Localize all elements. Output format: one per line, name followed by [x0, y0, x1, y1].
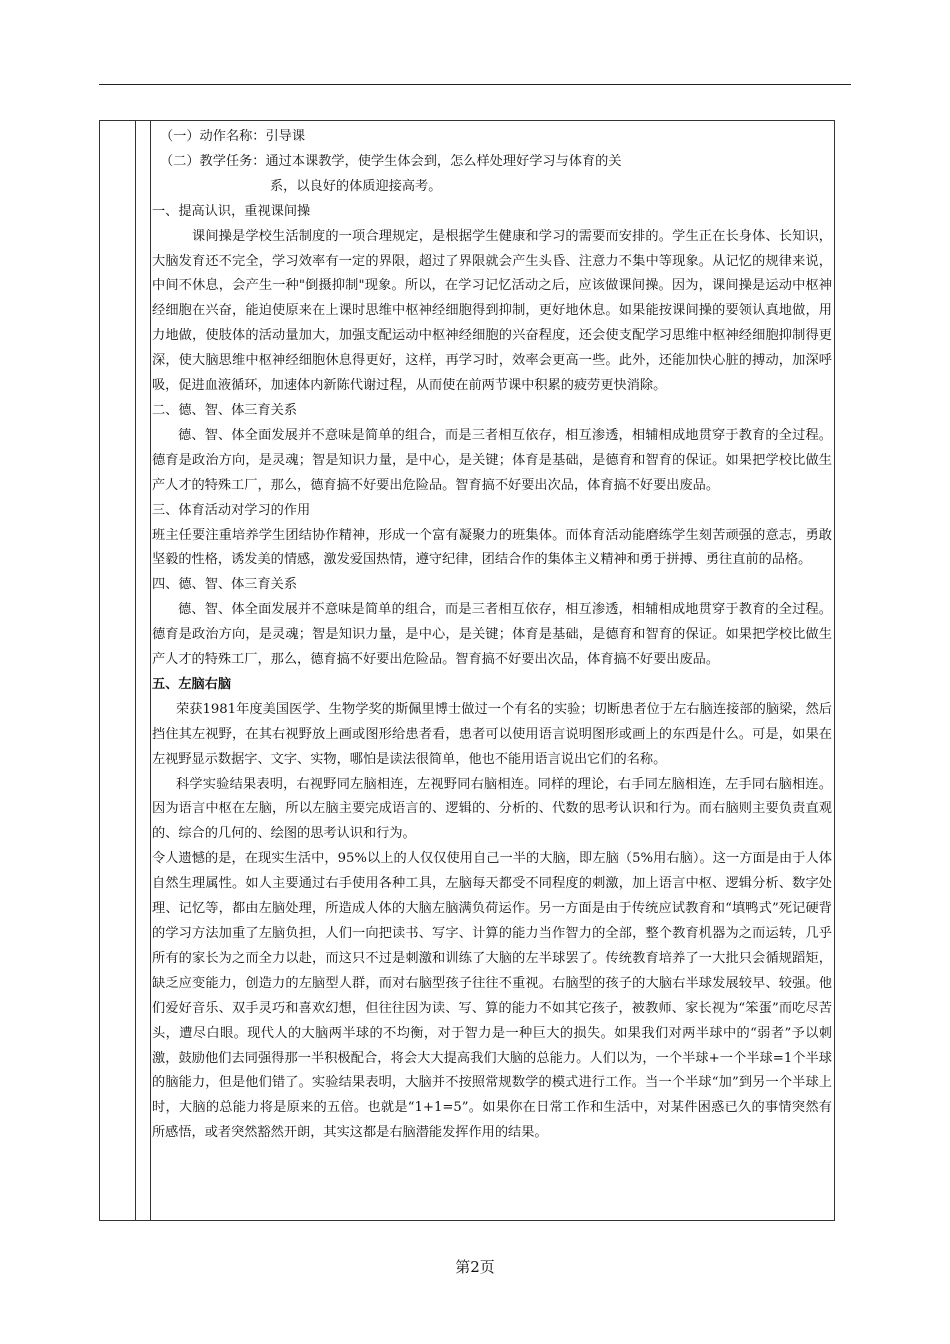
- lesson-content: [152, 125, 832, 1146]
- section-title: 四、德、智、体三育关系: [152, 577, 298, 593]
- section-body: 令人遗憾的是，在现实生活中，95%以上的人仅仅使用自己一半的大脑，即左脑（5%用右脑）。这一方面是由于人体自然生理属性。如人主要通过右手使用各种工具，左脑每天都受不同程度的刺激，加上语言中枢、逻辑分析、数字处理、记忆等，都由左脑处理，所造成人体的大脑左脑满负荷运作。另一方面是由于传统应试教育和“填鸭式”死记硬背的学习方法加重了左脑负担，人们一向把读书、写字、计算的能力当作智力的全部，整个教育机器为之而运转，几乎所有的家长为之而全力以赴，而这只不过是刺激和训练了大脑的左半球罢了。传统教育培养了一大批只会循规蹈矩，缺乏应变能力，创造力的左脑型人群，而对右脑型孩子往往不重视。右脑型的孩子的大脑右半球发展较早、较强。他们爱好音乐、双手灵巧和喜欢幻想，但往往因为读、写、算的能力不如其它孩子，被教师、家长视为“笨蛋”而吃尽苦头，遭尽白眼。现代人的大脑两半球的不均衡，对于智力是一种巨大的损失。如果我们对两半球中的“弱者”予以刺激，鼓励他们去同强得那一半积极配合，将会大大提高我们大脑的总能力。人们以为，一个半球+一个半球=1个半球的脑能力，但是他们错了。实验结果表明，大脑并不按照常规数学的模式进行工作。当一个半球“加”到另一个半球上时，大脑的总能力将是原来的五倍。也就是“1+1=5”。如果你在日常工作和生活中，对某件困惑已久的事情突然有所感悟，或者突然豁然开朗，其实这都是右脑潜能发挥作用的结果。: [152, 851, 832, 1141]
- teaching-task-continued: 系，以良好的体质迎接高考。: [270, 178, 442, 194]
- table-column-divider: [150, 121, 151, 1220]
- section-body: 科学实验结果表明，右视野同左脑相连，左视野同右脑相连。同样的理论，右手同左脑相连，左手同右脑相连。因为语言中枢在左脑，所以左脑主要完成语言的、逻辑的、分析的、代数的思考认识和行为。而右脑则主要负责直观的、综合的几何的、绘图的思考认识和行为。: [152, 776, 832, 842]
- section-title: 二、德、智、体三育关系: [152, 402, 298, 418]
- section-body: 课间操是学校生活制度的一项合理规定，是根据学生健康和学习的需要而安排的。学生正在长身体、长知识，大脑发育还不完全，学习效率有一定的界限，超过了界限就会产生头昏、注意力不集中等现象。从记忆的规律来说，中间不休息，会产生一种"倒摄抑制"现象。所以，在学习记忆活动之后，应该做课间操。因为，课间操是运动中枢神经细胞在兴奋，能迫使原来在上课时思维中枢神经细胞得到抑制，更好地休息。如果能按课间操的要领认真地做，用力地做，使肢体的活动量加大，加强支配运动中枢神经细胞的兴奋程度，还会使支配学习思维中枢神经细胞抑制得更深，使大脑思维中枢神经细胞休息得更好，这样，再学习时，效率会更高一些。此外，还能加快心脏的搏动，加深呼吸，促进血液循环，加速体内新陈代谢过程，从而使在前两节课中积累的疲劳更快消除。: [152, 228, 832, 394]
- section-title: 五、左脑右脑: [152, 676, 232, 692]
- teaching-task: （二）教学任务：通过本课教学，使学生体会到，怎么样处理好学习与体育的关: [160, 153, 622, 169]
- table-column-divider: [135, 121, 136, 1220]
- page-number: 第2页: [455, 1258, 495, 1276]
- section-body: 荣获1981年度美国医学、生物学奖的斯佩里博士做过一个有名的实验；切断患者位于左右脑连接部的脑梁，然后挡住其左视野，在其右视野放上画或图形给患者看，患者可以使用语言说明图形或画上的东西是什么。可是，如果在左视野显示数据字、文字、实物，哪怕是读法很简单，他也不能用语言说出它们的名称。: [152, 701, 832, 767]
- action-name: （一）动作名称：引导课: [160, 129, 306, 144]
- section-title: 三、体育活动对学习的作用: [152, 502, 311, 518]
- lesson-table: [99, 120, 835, 1221]
- section-title: 一、提高认识，重视课间操: [152, 203, 311, 219]
- section-body: 班主任要注重培养学生团结协作精神，形成一个富有凝聚力的班集体。而体育活动能磨练学生刻苦顽强的意志，勇敢坚毅的性格，诱发美的情感，激发爱国热情，遵守纪律，团结合作的集体主义精神和勇于拼搏、勇往直前的品格。: [152, 527, 832, 568]
- section-body: 德、智、体全面发展并不意味是简单的组合，而是三者相互依存，相互渗透，相辅相成地贯穿于教育的全过程。德育是政治方向，是灵魂；智是知识力量，是中心，是关键；体育是基础，是德育和智育的保证。如果把学校比做生产人才的特殊工厂，那么，德育搞不好要出危险品。智育搞不好要出次品，体育搞不好要出废品。: [152, 602, 832, 668]
- section-body: 德、智、体全面发展并不意味是简单的组合，而是三者相互依存，相互渗透，相辅相成地贯穿于教育的全过程。德育是政治方向，是灵魂；智是知识力量，是中心，是关键；体育是基础，是德育和智育的保证。如果把学校比做生产人才的特殊工厂，那么，德育搞不好要出危险品。智育搞不好要出次品，体育搞不好要出废品。: [152, 427, 832, 493]
- header-rule: [99, 84, 851, 85]
